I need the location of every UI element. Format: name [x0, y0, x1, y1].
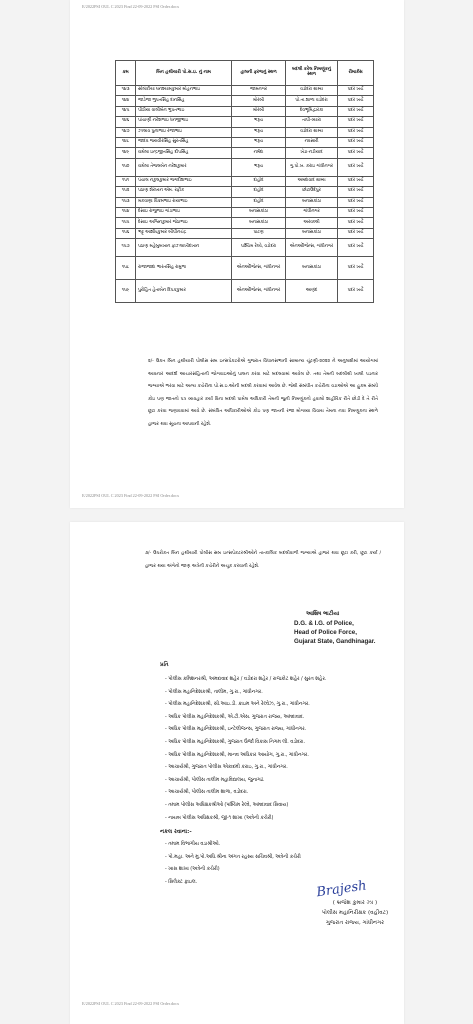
cell-serial: ૧૫૨ [116, 187, 136, 197]
cell-remarks: પદર ખર્ચે [338, 96, 374, 106]
recipient-item: - અધિક પોલીસ મહાનિદેશકશ્રી, માનવ અધિકાર આયોગ, ગુ.રા., ગાંધીનગર. [165, 752, 309, 758]
secondary-signatory-place: ગુજરાત રાજ્ય, ગાંધીનગર [325, 920, 385, 926]
cell-remarks: પદર ખર્ચે [338, 197, 374, 207]
cell-remarks: પદર ખર્ચે [338, 127, 374, 137]
cell-remarks: પદર ખર્ચે [338, 158, 374, 176]
cell-remarks: પદર ખર્ચે [338, 280, 374, 303]
cell-remarks: પદર ખર્ચે [338, 176, 374, 186]
cell-name: દેસાઇ રાજુભાઇ ગાંડાભાઇ [136, 207, 232, 217]
secondary-signatory-title: પોલીસ મહાનિરીક્ષક (વહીવટ) [321, 910, 389, 916]
cell-remarks: પદર ખર્ચે [338, 86, 374, 96]
paragraph-2: ૨/- ઉકત બિન હથીયારી પોલીસ સબ ઇન્સપેકટરોએ ગુજરાત વિધાનસભાની સામાન્ય ચૂંટણી-૨૦૨૨ ને અનુલક્ષીમાં આયોગમાં આવનાર આદર્શ આચારસંહિતાની જોગવાઇઓનું પાલન કરવા માટે બદલવામાં આવેલ છે. તથા તેમની બદલીથી ખાલી પડનાર જગ્યાએ ભરવા માટે અન્ય કચેરીના પો.સ.ઇ.ઓની બદલી કરવામાં આવેલ છે. જેથી સંબંધીત કચેરીના વડાઓએ આ હુકમ સંબંધે કોઇ પણ જાતનો પત્ર વ્યવહાર કર્યા વિના બદલી પામેલ અધિકારી તેમની જુની નિમણૂંકનો હવાલો શાહીરિક રીતે છોડી દે તે રીતે છૂટા કરવા જણાવવામાં આવે છે. સંબંધિત અધિકારીઓએ કોઇ પણ જાતની રજા મોગવ્યા વિવાય તેમના નવા નિમણૂકના સ્થળે હાજર થવા સૂચના આપવાની રહેશે. [148, 359, 378, 427]
cell-remarks: પદર ખર્ચે [338, 117, 374, 127]
cell-current-post: ભરૂચ [232, 158, 286, 176]
paragraph-3: ૩/- ઉપરોકત બિન હથીયારી પોલીસ સબ ઇન્સપેકટરશ્રીઓને તાત્કાલિક બદલીવાળી જગ્યાએ હાજર થવા છૂટા કરી, છૂટા કર્યા / હાજર થયા અંગેનો જાણ અત્રેની કચેરીને અચૂક કરવાની રહેશે. [145, 551, 381, 569]
cell-current-post: બનાસકાંઠા [232, 218, 286, 228]
cell-remarks: પદર ખર્ચે [338, 106, 374, 116]
signatory-title-3: Gujarat State, Gandhinagar. [294, 638, 376, 645]
cell-current-post: ભરૂચ [232, 117, 286, 127]
page-header: E/2022PSI OUL C 2023 Find 22-09-2022 PSI Order.docx [82, 4, 180, 9]
cell-current-post: જામનગર [232, 86, 286, 96]
cell-name: પાંચાણી નરેશભાઇ ધનજીભાઇ [136, 117, 232, 127]
table-header-row [116, 61, 374, 86]
cell-name: જાડેજા ભુપતસિંહ દાનસિંહ [136, 96, 232, 106]
cell-current-post: ભરૂચ [232, 127, 286, 137]
table-row [116, 158, 374, 176]
table-row [116, 117, 374, 127]
cell-name: પંચાલ નકુલકુમાર જગદીશભાઇ [136, 176, 232, 186]
recipient-item: - અધિક પોલીસ મહાનિદેશકશ્રી, ઇન્ટેલીજન્સ, ગુજરાત રાજ્ય, ગાંધીનગર. [165, 727, 307, 733]
cell-name: રાજાજાદા ભારતસિંહ રામુભા [136, 257, 232, 280]
cell-new-post: અરવલ્લી [286, 218, 338, 228]
recipient-item: - પોલીસ કમિશનરશ્રી, અમદાવાદ શહેર / વડોદરા શહેર / રાજકોટ શહેર / સુરત શહેર. [165, 677, 327, 682]
cell-serial: ૧૫૯ [116, 280, 136, 303]
cell-new-post: આણંદ [286, 280, 338, 303]
cell-new-post: તાપી-વ્યારા [286, 117, 338, 127]
cell-new-post: ગુ.પો.ખ. કરાઇ ગાંધીનગર [286, 158, 338, 176]
secondary-signatory-name: ( બ્રજેશ કુમાર ઝા ) [332, 900, 378, 906]
cell-remarks: પદર ખર્ચે [338, 137, 374, 147]
cell-remarks: પદર ખર્ચે [338, 187, 374, 197]
cell-new-post: છોટાઉદેપુર [286, 187, 338, 197]
cell-name: મકવાણા વિક્રમભાઇ રાયાભાઇ [136, 197, 232, 207]
col-header-new-post: બદલી કરેલ નિમણૂંકનું સ્થળ [286, 61, 338, 86]
col-header-current-post: હાલની ફરજનું સ્થળ [232, 61, 286, 86]
cell-current-post: બનાસકાંઠા [232, 207, 286, 217]
cell-new-post: વડોદરા ગ્રામ્ય [286, 127, 338, 137]
table-row [116, 197, 374, 207]
cell-new-post: બનાસકાંઠા [286, 257, 338, 280]
copy-to-label: નકલ રવાના:- [160, 829, 192, 835]
cell-serial: ૧૫૮ [116, 257, 136, 280]
cell-new-post: ખેડા-નડીયાદ [286, 148, 338, 158]
recipient-item: - નાયબ પોલીસ અધિક્ષકશ્રી, જી-૧ શાખા (અત્રેની કચેરી) [165, 815, 274, 821]
table-row [116, 228, 374, 238]
cell-serial: ૧૪૭ [116, 127, 136, 137]
cell-current-post: ભરૂચ [232, 137, 286, 147]
document-page-1 [70, 0, 404, 508]
cell-new-post: અમદાવાદ ગ્રામ્ય [286, 176, 338, 186]
cell-serial: ૧૫૪ [116, 207, 136, 217]
cell-new-post: વડોદરા ગ્રામ્ય [286, 86, 338, 96]
cell-current-post: એનઓીજેન્સ, ગાંધીનગર [232, 257, 286, 280]
cell-serial: ૧૫૫ [116, 218, 136, 228]
cell-name: વાઘેલા ઇન્દ્રજીતસિંહ દીપસિંહ [136, 148, 232, 158]
recipient-item: - અધિક પોલીસ મહાનિદેશકશ્રી, એ.ટી.એસ. ગુજરાત રાજય, અમદાવાદ. [165, 714, 305, 720]
col-header-remarks: રીમાર્કસ [338, 61, 374, 86]
cell-name: વાઘેલા તેજલબેન નરેશકુમાર [136, 158, 232, 176]
copy-to-item: - તમામ વિભાગીય વડાશ્રીઓ. [165, 842, 221, 847]
cell-serial: ૧૪૩ [116, 86, 136, 96]
page-footer: E/2022PSI OUL C 2023 Find 22-09-2022 PSI Order.docx [82, 493, 180, 498]
table-row [116, 280, 374, 303]
cell-serial: ૧૪૫ [116, 106, 136, 116]
signatory-title-2: Head of Police Force, [294, 629, 357, 636]
copy-to-item: - ખાસ શાખા (અત્રેની કચેરી) [165, 867, 220, 873]
cell-current-post: દાહોદ [232, 197, 286, 207]
cell-current-post: મોરબી [232, 106, 286, 116]
cell-name: ભટ્ટ આશીષકુમાર બીપીનચંદ્ર [136, 228, 232, 238]
cell-remarks: પદર ખર્ચે [338, 257, 374, 280]
table-row [116, 148, 374, 158]
cell-current-post: એનઓીજેન્સ, ગાંધીનગર [232, 280, 286, 303]
handwritten-signature: Brajesh [315, 878, 368, 901]
cell-name: જાદવ જયવીરસિંહ સુરતસિંહ [136, 137, 232, 147]
table-row [116, 176, 374, 186]
table-row [116, 239, 374, 257]
cell-new-post: નવસારી [286, 137, 338, 147]
cell-serial: ૧૫૭ [116, 239, 136, 257]
cell-serial: ૧૫૩ [116, 197, 136, 207]
copy-to-item: - પો.મહા. અને મુ.પો.અધિ.શ્રીના અંગત રહસ્ય સચિવશ્રી, અત્રેની કચેરી [165, 854, 301, 860]
recipient-item: - આચાર્યશ્રી, પોલીસ તાલીમ મહાવિદ્યાલય, જુનાગઢ. [165, 777, 265, 783]
table-row [116, 127, 374, 137]
table-row [116, 137, 374, 147]
transfer-table [115, 60, 374, 303]
cell-remarks: પદર ખર્ચે [338, 239, 374, 257]
cell-name: પઠાણ શેરખાન એમ. રફીક [136, 187, 232, 197]
signatory-title-1: D.G. & I.G. of Police, [294, 620, 354, 627]
cell-serial: ૧૫૦ [116, 158, 136, 176]
table-row [116, 207, 374, 217]
cell-serial: ૧૪૯ [116, 148, 136, 158]
cell-new-post: દેવભૂમિદ્વારકા [286, 106, 338, 116]
recipient-item: - પોલીસ મહાનિદેશકશ્રી, સી.આઇ.ડી. ક્રાઇમ અને રેલ્વેઝ, ગુ.રા., ગાંધીનગર. [165, 702, 310, 708]
recipient-item: - આચાર્યશ્રી, પોલીસ તાલીમ શાળા, વડોદરા. [165, 790, 249, 796]
cell-new-post: ગાંધીનગર [286, 207, 338, 217]
cell-new-post: પો.તા.શાળા વડોદરા [286, 96, 338, 106]
table-row [116, 257, 374, 280]
table-row [116, 106, 374, 116]
document-page-2 [70, 522, 404, 1024]
cell-name: સોલંકીયા ઘનશ્યામકુમાર મોહનભાઇ [136, 86, 232, 96]
cell-name: પઠાણ મહેબુબખાન ફાઝલાખીદખાન [136, 239, 232, 257]
cell-serial: ૧૪૬ [116, 117, 136, 127]
cell-current-post: પશ્ચિમ રેલ્વે, વડોદરા [232, 239, 286, 257]
cell-current-post: પાટણ [232, 228, 286, 238]
cell-name: પીઠીયા વાલીબેન ભુપતભાઇ [136, 106, 232, 116]
table-row [116, 96, 374, 106]
recipient-item: - પોલીસ મહાનિદેશકશ્રી, તાલીમ, ગુ.રા., ગાંધીનગર. [165, 689, 263, 695]
cell-remarks: પદર ખર્ચે [338, 218, 374, 228]
recipients-list [165, 674, 365, 825]
cell-serial: ૧૫૬ [116, 228, 136, 238]
recipient-item: - આચાર્યશ્રી, ગુજરાત પોલીસ એકાદમી કરાઇ, ગુ.રા., ગાંધીનગર. [165, 765, 288, 771]
table-row [116, 86, 374, 96]
cell-new-post: એનઓીજેન્સ, ગાંધીનગર [286, 239, 338, 257]
cell-current-post: દાહોદ [232, 176, 286, 186]
recipient-item: - તમામ પોલીસ અધિક્ષકશ્રીઓ (પશ્ચિમ રેલ્વે, અમદાવાદ સિવાય) [165, 802, 289, 808]
cell-name: દેસાઇ અશ્વિનકુમાર જેઠાભાઇ [136, 218, 232, 228]
col-header-name: બિન હથીયારી પો.સ.ઇ. નું નામ [136, 61, 232, 86]
prati-label: પ્રતિ [160, 662, 169, 668]
cell-current-post: નર્મદા [232, 148, 286, 158]
cell-serial: ૧૪૪ [116, 96, 136, 106]
cell-current-post: મોરબી [232, 96, 286, 106]
secondary-signatory-block [300, 898, 410, 928]
cell-new-post: બનાસકાંઠા [286, 228, 338, 238]
recipient-item: - અધિક પોલીસ મહાનિદેશકશ્રી, ગુજરાત ઉર્જા વિકાસ નિગમ લી. વડોદરા. [165, 739, 305, 745]
signatory-name: આશિષ ભાટીયા [306, 611, 340, 617]
cell-remarks: પદર ખર્ચે [338, 148, 374, 158]
cell-remarks: પદર ખર્ચે [338, 228, 374, 238]
signatory-block [294, 610, 404, 646]
table-row [116, 187, 374, 197]
cell-remarks: પદર ખર્ચે [338, 207, 374, 217]
table-row [116, 218, 374, 228]
cell-name: ઝાલાવ પુનાભાઇ રજાભાઇ [136, 127, 232, 137]
cell-serial: ૧૪૮ [116, 137, 136, 147]
cell-name: પુરોહિત હેતાબેન દિપકકુમાર [136, 280, 232, 303]
cell-current-post: દાહોદ [232, 187, 286, 197]
copy-to-item: - સિલેક્ટ ફાઇલ. [165, 879, 198, 885]
col-header-serial: ક્રમ [116, 61, 136, 86]
cell-serial: ૧૫૧ [116, 176, 136, 186]
page-footer: E/2022PSI OUL C 2023 Find 22-09-2022 PSI Order.docx [82, 1001, 180, 1006]
cell-new-post: બનાસકાંઠા [286, 197, 338, 207]
